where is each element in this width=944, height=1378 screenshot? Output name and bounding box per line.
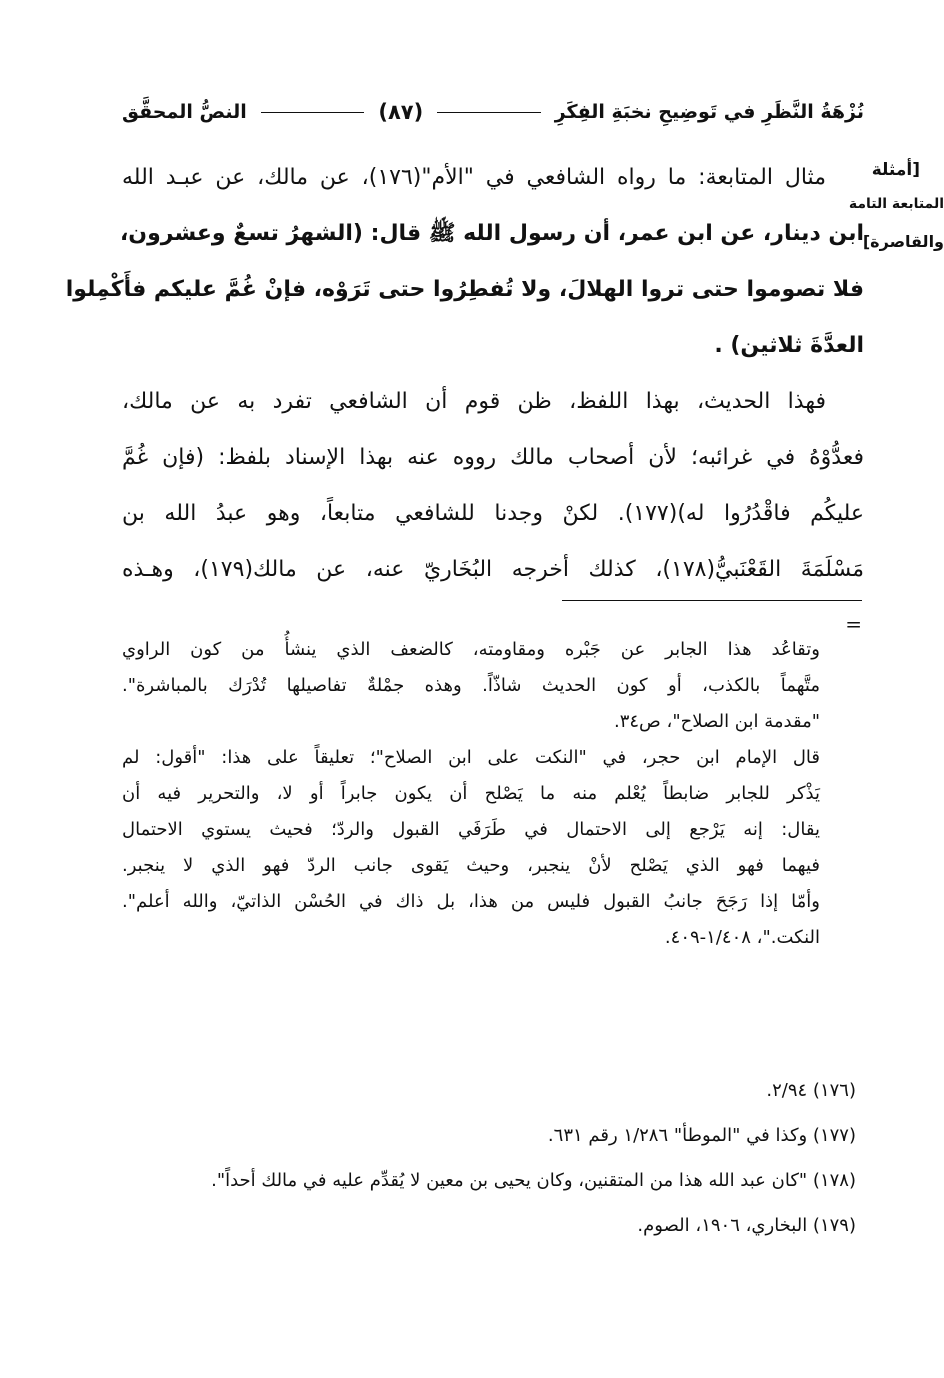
footnote-179: (١٧٩) البخاري، ١٩٠٦، الصوم. (637, 1215, 856, 1236)
header-rule-right (437, 112, 541, 113)
text-line: مَسْلَمَةَ القَعْنَبيُّ(١٧٨)، كذلك أخرجه البُخَاريّ عنه، عن مالك(١٧٩)، وهـذه (122, 557, 864, 582)
header-rule-left (261, 112, 365, 113)
text-line: فهذا الحديث، بهذا اللفظ، ظن قوم أن الشافعي تفرد به عن مالك، (122, 389, 826, 414)
page-number: (٨٧) (378, 100, 424, 124)
text-line: فلا تصوموا حتى تروا الهلالَ، ولا تُفطِرُوا حتى تَرَوْه، فإنْ غُمَّ عليكم فأَكْمِلوا (65, 277, 864, 302)
main-text (65, 150, 864, 598)
side-note-line: المتابعة التامة (848, 196, 944, 212)
text-line: ابن دينار، عن ابن عمر، أن رسول الله ﷺ قال: (الشهرُ تسعٌ وعشرون، (119, 221, 864, 246)
text-line: عليكُم فاقْدُرُوا له)(١٧٧). لكنْ وجدنا للشافعي متابعاً، وهو عبدُ الله بن (122, 501, 864, 526)
section-title: النصُّ المحقَّق (122, 101, 247, 123)
text-line: العدَّةَ ثلاثين) . (714, 333, 864, 358)
note-line: متَّهماً بالكذب، أو كون الحديث شاذّاً. وهذه جمْلةٌ تفاصيلها تُدْرَك بالمباشرة". (122, 675, 820, 696)
text-line: مثال المتابعة: ما رواه الشافعي في "الأم"(١٧٦)، عن مالك، عن عبـد الله (122, 165, 826, 190)
side-note-line: [أمثلة (871, 160, 920, 180)
note-line: وتقاعُد هذا الجابر عن جَبْره ومقاومته، كالضعف الذي ينشأُ من كون الراوي (122, 639, 820, 660)
footnote-separator (562, 600, 862, 601)
note-line: فيهما فهو الذي يَصْلح لأنْ ينجبر، وحيث يَقوى جانب الردّ فهو الذي لا ينجبر. (122, 855, 820, 876)
note-line: النكت."، ١/٤٠٨-٤٠٩. (664, 927, 820, 948)
note-line: يَذْكر للجابر ضابطاً يُعْلم منه ما يَصْلح أن يكون جابراً أو لا، والتحرير فيه أن (122, 783, 820, 804)
footnote-continuation (122, 632, 820, 956)
side-note-line: والقاصرة] (862, 232, 944, 251)
running-header (122, 92, 864, 132)
footnote-176: (١٧٦) ٢/٩٤. (766, 1080, 856, 1101)
footnotes (122, 1068, 856, 1248)
book-title: نُزْهَةُ النَّظَرِ في تَوضِيحِ نخبَةِ الفِكَرِ (554, 101, 864, 123)
footnote-177: (١٧٧) وكذا في "الموطأ" ١/٢٨٦ رقم ٦٣١. (547, 1125, 856, 1146)
note-line: يقال: إنه يَرْجع إلى الاحتمال في طَرَفَي القبول والردّ؛ فحيث يستوي الاحتمال (122, 819, 820, 840)
note-line: قال الإمام ابن حجر، في "النكت على ابن الصلاح"؛ تعليقاً على هذا: "أقول: لم (122, 747, 820, 768)
note-line: "مقدمة ابن الصلاح"، ص٣٤. (613, 711, 820, 732)
text-line: فعدُّوْهُ في غرائبه؛ لأن أصحاب مالك رووه عنه بهذا الإسناد بلفظ: (فإن غُمَّ (122, 445, 864, 470)
footnote-continuation-mark: = (845, 612, 862, 636)
footnote-178: (١٧٨) "كان عبد الله هذا من المتقنين، وكان يحيى بن معين لا يُقدِّم عليه في مالك أحداً". (211, 1170, 856, 1191)
note-line: وأمّا إذا رَجَحَ جانبُ القبول فليس من هذا، بل ذاك في الحُسْن الذاتيّ، والله أعلم". (122, 891, 820, 912)
